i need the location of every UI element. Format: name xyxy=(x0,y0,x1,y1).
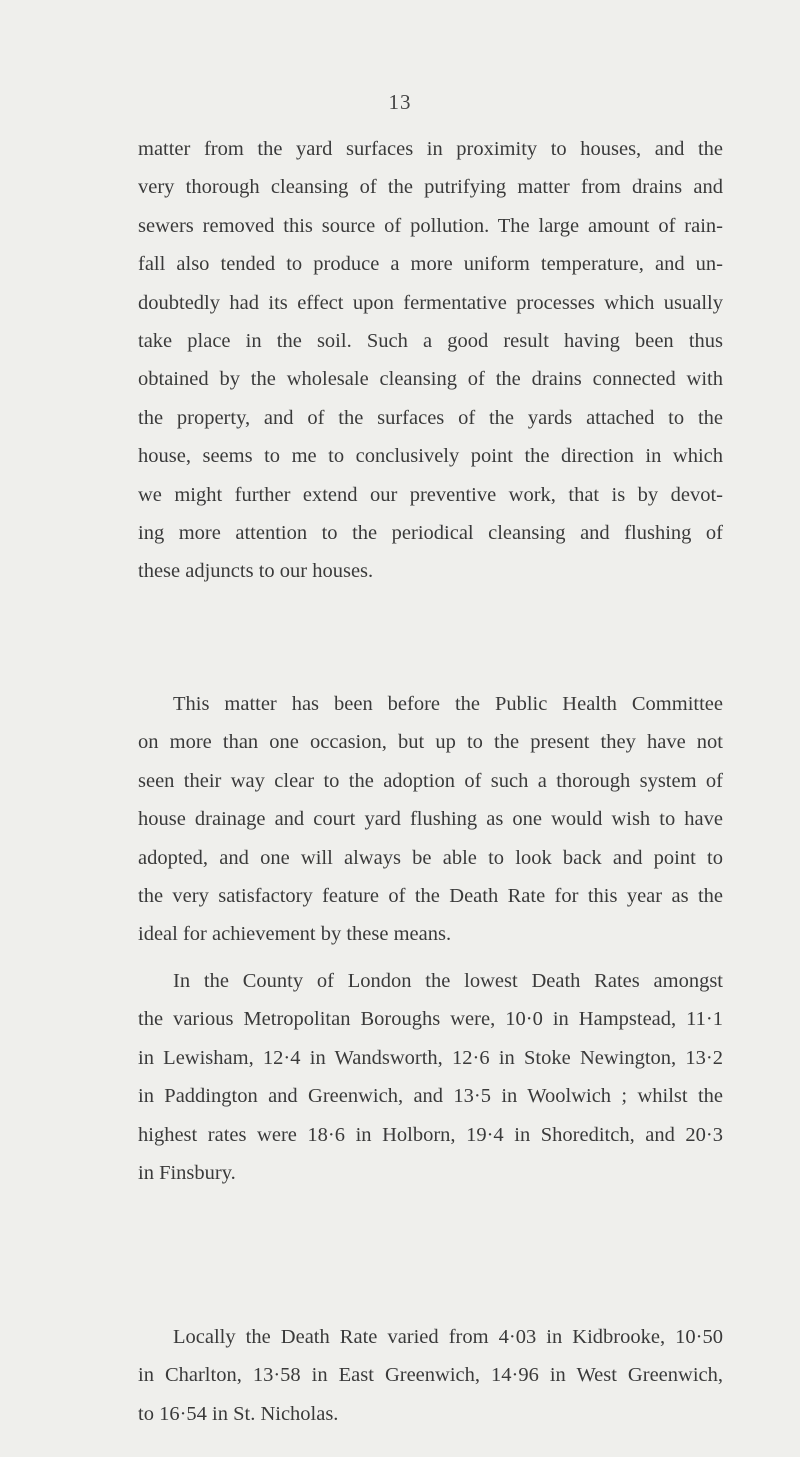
text-line: we might further extend our preventive work, that is by devot- xyxy=(138,483,723,506)
text-line: sewers removed this source of pollution. The large amount of rain- xyxy=(138,214,723,237)
text-line: the various Metropolitan Boroughs were, 10·0 in Hampstead, 11·1 xyxy=(138,1008,723,1031)
text-line: in Paddington and Greenwich, and 13·5 in Woolwich ; whilst the xyxy=(138,1085,723,1108)
text-line: these adjuncts to our houses. xyxy=(138,560,374,583)
paragraph-2 xyxy=(138,685,723,954)
text-line: fall also tended to produce a more uniform temperature, and un- xyxy=(138,253,723,276)
text-line: very thorough cleansing of the putrifying matter from drains and xyxy=(138,176,723,199)
text-line: in Finsbury. xyxy=(138,1161,236,1184)
text-line: matter from the yard surfaces in proximity to houses, and the xyxy=(138,138,723,160)
paragraph-1 xyxy=(138,130,723,591)
page-number: 13 xyxy=(388,90,412,114)
text-line: in Lewisham, 12·4 in Wandsworth, 12·6 in Stoke Newington, 13·2 xyxy=(138,1046,723,1069)
text-line: take place in the soil. Such a good result having been thus xyxy=(138,329,723,352)
text-line: house drainage and court yard flushing as one would wish to have xyxy=(138,808,723,831)
paragraph-4 xyxy=(138,1318,723,1433)
text-line: on more than one occasion, but up to the present they have not xyxy=(138,731,723,754)
text-line: In the County of London the lowest Death Rates amongst xyxy=(173,970,723,992)
text-line: highest rates were 18·6 in Holborn, 19·4 in Shoreditch, and 20·3 xyxy=(138,1123,723,1146)
text-line: house, seems to me to conclusively point the direction in which xyxy=(138,445,723,468)
text-line: adopted, and one will always be able to look back and point to xyxy=(138,846,723,869)
text-line: the very satisfactory feature of the Death Rate for this year as the xyxy=(138,884,723,907)
text-line: Locally the Death Rate varied from 4·03 in Kidbrooke, 10·50 xyxy=(173,1326,723,1348)
text-line: the property, and of the surfaces of the yards attached to the xyxy=(138,406,723,429)
paragraph-3 xyxy=(138,962,723,1192)
text-line: in Charlton, 13·58 in East Greenwich, 14·96 in West Greenwich, xyxy=(138,1364,723,1387)
text-line: doubtedly had its effect upon fermentative processes which usually xyxy=(138,291,723,314)
text-line: seen their way clear to the adoption of such a thorough system of xyxy=(138,769,723,792)
text-line: obtained by the wholesale cleansing of the drains connected with xyxy=(138,368,723,391)
text-line: to 16·54 in St. Nicholas. xyxy=(138,1402,339,1425)
text-line: ing more attention to the periodical cleansing and flushing of xyxy=(138,521,723,544)
text-line: This matter has been before the Public Health Committee xyxy=(173,693,723,715)
text-line: ideal for achievement by these means. xyxy=(138,923,452,946)
